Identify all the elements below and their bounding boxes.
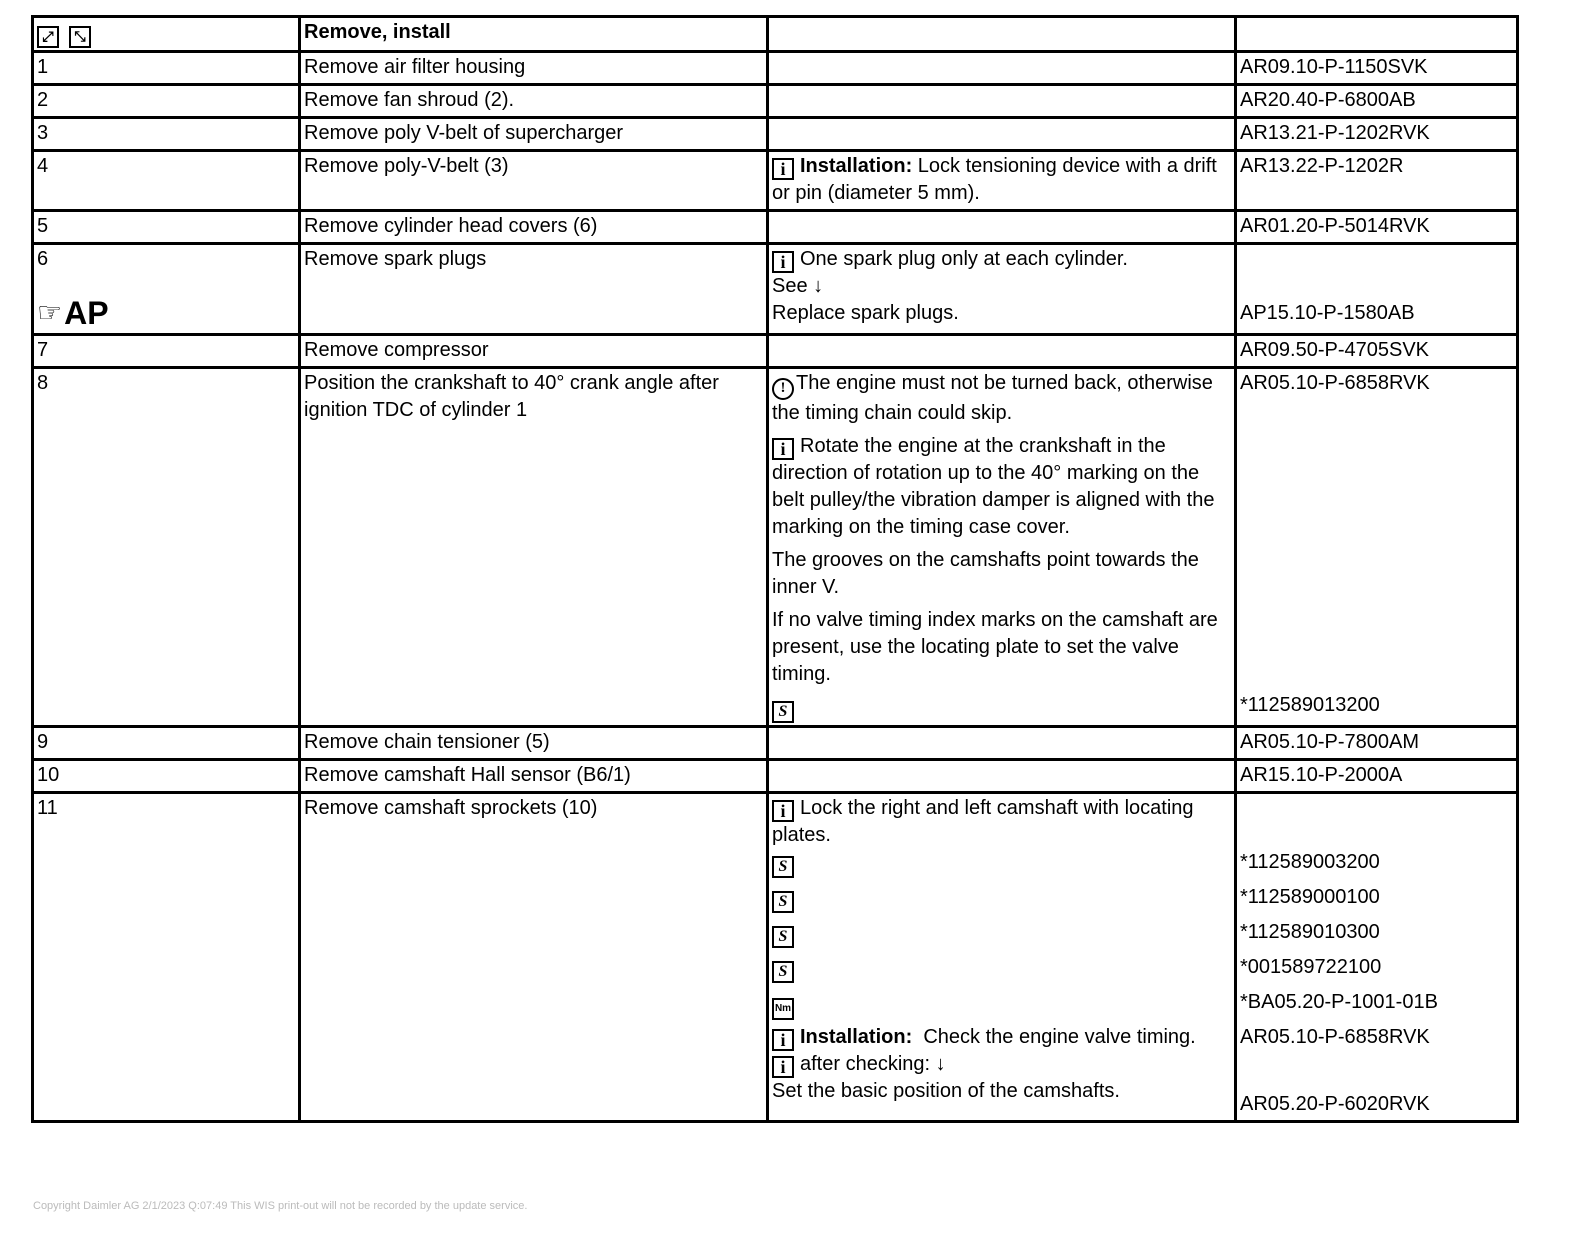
caution-icon: ! — [772, 378, 794, 400]
step-reference[interactable]: AR09.50-P-4705SVK — [1236, 335, 1518, 368]
pointing-hand-icon: ☞ — [37, 296, 63, 329]
caution-text: The engine must not be turned back, otherwise the timing chain could skip. — [772, 372, 1213, 424]
step-action: Remove compressor — [300, 335, 768, 368]
note-paragraph: If no valve timing index marks on the camshaft are present, use the locating plate to set the valve timing. — [772, 609, 1218, 685]
note-text: Lock the right and left camshaft with locating plates. — [772, 797, 1194, 846]
special-tool-icon[interactable]: S — [772, 701, 794, 723]
special-tool-icon[interactable]: S — [772, 891, 794, 913]
info-icon[interactable]: i — [772, 1029, 794, 1051]
table-row — [33, 760, 1518, 793]
note-text: One spark plug only at each cylinder. — [800, 248, 1128, 270]
collapse-all-icon[interactable]: ⤡ — [69, 26, 91, 48]
replace-text: Replace spark plugs. — [772, 302, 959, 324]
table-row — [33, 118, 1518, 151]
additional-procedure-marker[interactable] — [37, 295, 295, 331]
step-number: 4 — [33, 151, 300, 211]
step-action: Remove spark plugs — [300, 244, 768, 335]
step-number: 6 — [37, 248, 49, 270]
step-action: Remove chain tensioner (5) — [300, 727, 768, 760]
step-reference[interactable]: AR05.20-P-6020RVK — [1240, 1093, 1430, 1115]
step-reference[interactable]: AR05.10-P-6858RVK — [1240, 1026, 1430, 1048]
info-icon[interactable]: i — [772, 158, 794, 180]
info-icon[interactable]: i — [772, 438, 794, 460]
step-reference[interactable]: AP15.10-P-1580AB — [1240, 302, 1415, 324]
step-number: 1 — [33, 52, 300, 85]
tool-reference[interactable]: *112589013200 — [1240, 694, 1380, 716]
step-reference[interactable]: AR05.10-P-6858RVK — [1240, 372, 1430, 394]
see-link[interactable]: See ↓ — [772, 275, 824, 297]
step-reference[interactable]: AR13.21-P-1202RVK — [1236, 118, 1518, 151]
step-reference[interactable]: AR09.10-P-1150SVK — [1236, 52, 1518, 85]
note-text: Lock tensioning device with a drift or pin (diameter 5 mm). — [772, 155, 1217, 204]
header-row — [33, 17, 1518, 52]
install-text: Check the engine valve timing. — [923, 1026, 1196, 1048]
tool-reference[interactable]: *112589003200 — [1240, 851, 1380, 873]
torque-icon[interactable]: Nm — [772, 998, 794, 1020]
step-action: Position the crankshaft to 40° crank angle after ignition TDC of cylinder 1 — [300, 368, 768, 727]
step-notes — [768, 793, 1236, 1122]
step-notes — [768, 151, 1236, 211]
tool-reference[interactable]: *112589000100 — [1240, 886, 1380, 908]
set-text: Set the basic position of the camshafts. — [772, 1080, 1120, 1102]
info-icon[interactable]: i — [772, 1056, 794, 1078]
note-text: Rotate the engine at the crankshaft in the direction of rotation up to the 40° marking on the belt pulley/the vibration damper is aligned with the marking on the timing case cover. — [772, 435, 1215, 538]
step-reference[interactable]: AR13.22-P-1202R — [1236, 151, 1518, 211]
table-row — [33, 85, 1518, 118]
step-notes — [768, 244, 1236, 335]
step-number: 10 — [33, 760, 300, 793]
tool-reference[interactable]: *001589722100 — [1240, 956, 1382, 978]
step-action: Remove air filter housing — [300, 52, 768, 85]
table-row — [33, 727, 1518, 760]
note-paragraph: The grooves on the camshafts point towards the inner V. — [772, 549, 1199, 598]
step-reference[interactable]: AR05.10-P-7800AM — [1236, 727, 1518, 760]
table-row — [33, 244, 1518, 335]
header-icons-cell — [33, 17, 300, 52]
info-icon[interactable]: i — [772, 251, 794, 273]
step-action: Remove camshaft Hall sensor (B6/1) — [300, 760, 768, 793]
step-action: Remove poly-V-belt (3) — [300, 151, 768, 211]
step-reference[interactable]: AR15.10-P-2000A — [1236, 760, 1518, 793]
installation-label: Installation: — [800, 155, 913, 177]
table-row — [33, 368, 1518, 727]
expand-all-icon[interactable]: ⤢ — [37, 26, 59, 48]
table-row — [33, 793, 1518, 1122]
copyright-footer: Copyright Daimler AG 2/1/2023 Q:07:49 This WIS print-out will not be recorded by the update service. — [33, 1200, 528, 1212]
special-tool-icon[interactable]: S — [772, 926, 794, 948]
step-notes — [768, 368, 1236, 727]
step-number: 2 — [33, 85, 300, 118]
step-action: Remove cylinder head covers (6) — [300, 211, 768, 244]
installation-label: Installation: — [800, 1026, 913, 1048]
header-title: Remove, install — [300, 17, 768, 52]
step-reference[interactable]: AR01.20-P-5014RVK — [1236, 211, 1518, 244]
step-number: 5 — [33, 211, 300, 244]
step-action: Remove fan shroud (2). — [300, 85, 768, 118]
ap-label: AP — [64, 295, 109, 331]
info-icon[interactable]: i — [772, 800, 794, 822]
special-tool-icon[interactable]: S — [772, 961, 794, 983]
step-number: 9 — [33, 727, 300, 760]
special-tool-icon[interactable]: S — [772, 856, 794, 878]
step-number: 3 — [33, 118, 300, 151]
table-row — [33, 335, 1518, 368]
procedure-table — [31, 15, 1519, 1123]
step-action: Remove poly V-belt of supercharger — [300, 118, 768, 151]
step-reference[interactable]: AR20.40-P-6800AB — [1236, 85, 1518, 118]
table-row — [33, 52, 1518, 85]
step-action: Remove camshaft sprockets (10) — [300, 793, 768, 1122]
after-checking-link[interactable]: after checking: ↓ — [800, 1053, 946, 1075]
table-row — [33, 211, 1518, 244]
step-number: 8 — [33, 368, 300, 727]
torque-reference[interactable]: *BA05.20-P-1001-01B — [1240, 991, 1438, 1013]
step-number: 7 — [33, 335, 300, 368]
tool-reference[interactable]: *112589010300 — [1240, 921, 1380, 943]
step-number: 11 — [33, 793, 300, 1122]
table-row — [33, 151, 1518, 211]
